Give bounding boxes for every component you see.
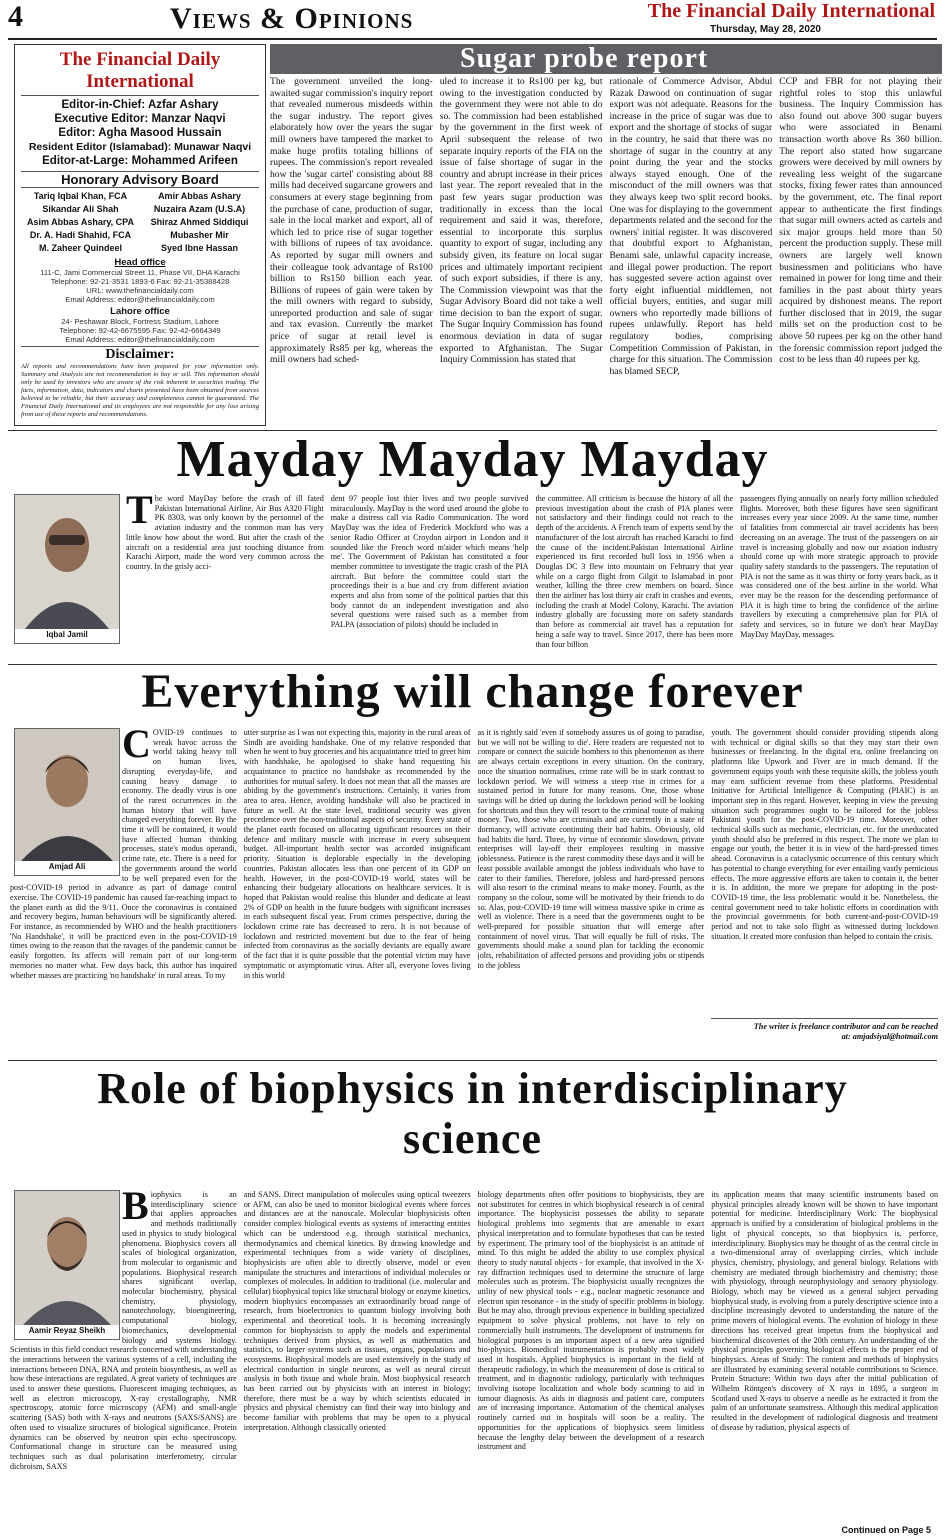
article-column: and SANS. Direct manipulation of molecules using optical tweezers or AFM, can also be used to monitor biological events where forces and distances are at the nanoscale. Molecular biophysicists often consider complex biological events as systems of interacting entities which can be understood e.g. through statistical mechanics, thermodynamics and chemical kinetics. By drawing knowledge and experimental techniques from a wide variety of disciplines, biophysicists are often able to directly observe, model or even manipulate the structures and interactions of individual molecules or complexes of molecules. In addition to traditional (i.e. molecular and cellular) biophysical topics like structural biology or enzyme kinetics, modern biophysics encompasses an extraordinarily broad range of research, from bioelectronics to quantum biology involving both experimental and theoretical tools. It is becoming increasingly common for biophysicists to apply the models and experimental techniques derived from physics, as well as mathematics and statistics, to larger systems such as tissues, organs, populations and ecosystems. Biophysical models are used extensively in the study of electrical conduction in single neurons, as well as neural circuit analysis in both tissue and whole brain. Most biophysical research has been carried out by physicists with an interest in biology; therefore, there must be a way by which scientists educated in physics and physical chemistry can find their way into biology and become familiar with problems that may be open to a physical interpretation. Although classically oriented <box>243 1190 471 1432</box>
article-column <box>126 494 324 662</box>
author-name: Amjad Ali <box>48 862 86 871</box>
continued-note: Continued on Page 5 <box>841 1525 931 1535</box>
article-body <box>10 728 938 1056</box>
page-number: 4 <box>8 0 23 33</box>
article-headline: Everything will change forever <box>141 665 804 718</box>
editorial-body <box>270 76 942 426</box>
article-column: dent 97 people lost thier lives and two people survived miraculously. MayDay is the word used around the globe to make a distress call via Radio Communication. The word MayDay was the idea of Frederick Mockford who was a senior Radio Officer at Croydon airport in London and it sounded like the French word m'aider which means 'help me'. The Government of Pakistan has constituted a four member committee to investigate the tragic crash of the PIA aircraft. But before the committee could start the proceedings their is a hue and cry from different aviation experts and also from some of the political parties that this body cannot do an independent investigation and also several questions were raised such as a member from PALPA (association of pilots) should be included in <box>330 494 529 630</box>
editor-line: Editor-at-Large: Mohammed Arifeen <box>42 155 238 167</box>
masthead-paper-name: The Financial Daily International <box>21 49 259 96</box>
editor-line: Editor-in-Chief: Azfar Ashary <box>61 99 219 111</box>
board-member: Syed Ibne Hassan <box>160 243 239 253</box>
board-member: Tariq Iqbal Khan, FCA <box>33 191 128 201</box>
author-note-line: at: amjadsiyal@hotmail.com <box>841 1031 938 1041</box>
article-column: passengers flying annually on nearly forty million scheduled flights. Moreover, both these figures have seen significant increases every year since 2009. At the same time, number of fatalities from commercial air travel accidents has been decreasing on an average. The trust of the passengers on air travel is increasing globally and now our aviation industry should come up with more strategic approach to provide quality safety standards to the passengers. The reputation of PIA is not the same as it was thirty or forty years back, as it was considered one of the best airline in the world. What ever may be the reason for the descending performance of PIA it is high time to bring the confidence of the airline travellers by executing a comprehensive plan for PIA of safety and services, so in future we don't hear MayDay MayDay MayDay, messages. <box>740 494 938 639</box>
article-body <box>10 1190 938 1524</box>
advisory-board-list <box>21 190 259 255</box>
headline-line: science <box>403 1114 542 1163</box>
article-column <box>10 728 237 1056</box>
author-photo <box>14 494 120 644</box>
article-headline: Mayday Mayday Mayday <box>176 431 769 488</box>
article-body <box>126 494 938 662</box>
lahore-office-line: 24- Peshawar Block, Fortress Stadium, Lahore <box>61 317 219 326</box>
board-member: M. Zaheer Quindeel <box>38 243 123 253</box>
editor-line: Editor: Agha Masood Hussain <box>58 127 222 139</box>
article-column: utter surprise as I was not expecting this, majority in the rural areas of Sindh are avoiding handshake. One of my relative responded that when he went to buy groceries and his acquaintance tried to greet him with handshake, he apologised to shake hand requesting his acquaintance to practice no handshake as recommended by the authorities for mutual safety. It does not mean that all the masses are abiding by the government's instructions. Certainly, it varies from area to area. Hence, avoiding handshake will also be practiced in future as well. At the state level, traditional security was given precedence over the non-traditional aspects of security. Every state of the planet earth focused on allocating significant resources on their defence and military muscle with increase in every subsequent budget. All-important health sector was accorded insignificant priority. Situation is deplorable especially in the developing countries. Pakistan allocates less than one percent of its GDP on health. However, in the post-COVID-19 world, states will be enhancing their budgetary allocations on healthcare services. It is hoped that Pakistan would realise this blunder and dedicate at least 2% of GDP on health in the future budgets with significant increases in each subsequent fiscal year. From crimes perspective, during the lockdown crime rate has decreased to zero. It is not because of lockdown and restricted movement but due to the fear of being infected from coronavirus as the socially deviants are equally aware of the fact that it is quite possible that the potential victim may have symptomatic or asymptomatic virus. After all, everyone loves living in this world <box>243 728 471 980</box>
article-column <box>711 728 938 1056</box>
head-office-line: Telephone: 92-21-3531 1893-6 Fax: 92-21-35388428 <box>50 277 230 286</box>
column-text: youth. The government should consider providing stipends along with technical or digital skills so that they may start their own businesses or freelancing. In the digital era, online freelancing on platforms like Upwork and Fiver are in much demand. If the government equips youth with these requisite skills, the jobless youth may earn sufficient revenue from these platforms. Presidential Initiative for Artificial Intelligence & Computing (PIAIC) is an important step in this regard. However, keeping in view the pressing situation such programmes ought to be tailored for the jobless Pakistani youth for the post-COVID-19 time. Moreover, other technical skills such as mechanic, electrician, etc. for the uneducated youth should also be preferred in this respect. The more we plan to engage our youth, the better it is in view of the hard-pressed times ahead. Coronavirus is a cataclysmic occurrence of this century which has potential to change everything for ever entailing vastly pernicious effects. The more aggressive efforts are taken to contain it, the better it is. In addition, the more we prepare for adopting in the post-COVID-19 time, the less problematic would it be. Nonetheless, the central government need to take holistic efforts in coordination with the provincial governments for both current-and-post-COVID-19 period and not to take solo flight as witnessed during lockdown situation. It created more confusion than helped to contain the crisis. <box>711 728 938 941</box>
paper-name: The Financial Daily International <box>647 0 935 22</box>
article-headline <box>0 1064 945 1164</box>
editorial-banner: Sugar probe report <box>270 44 942 74</box>
author-note-line: The writer is freelance contributor and can be reached <box>753 1022 938 1031</box>
author-name: Aamir Reyaz Sheikh <box>28 1326 106 1335</box>
masthead-box <box>14 44 266 426</box>
column-text: he word MayDay before the crash of ill fated Pakistan International Airline, Air Bus A320 Flight PK 8303, was only known by the personnel of the aviation industry and the common man has very little know how about the word. But after the crash of the aircraft on a residential area just touching distance from Karachi Airport, made the word very common across the country. In the grisly acci- <box>126 494 324 571</box>
column-text: iophysics is an interdisciplinary science that applies approaches and methods traditionally used in physics to study biological phenomena. Biophysics covers all scales of biological organization, from molecular to organismic and populations. Biophysical research shares significant overlap, molecular biochemistry, physical chemistry, physiology, nanotechnology, bioengineering, computational biology, biomechanics, developmental biology and systems biology. Scientists in this field conduct research concerned with understanding the interactions between the various systems of a cell, including the interactions between DNA, RNA and protein biosynthesis, as well as how these interactions are regulated. A great variety of techniques are used to answer these questions. Fluorescent imaging techniques, as well as electron microscopy, X-ray crystallography, NMR spectroscopy, atomic force microscopy (AFM) and small-angle scattering (SAS) both with X-rays and neutrons (SAXS/SANS) are often used to visualize structures of biological significance. Protein dynamics can be observed by neutron spin echo spectroscopy. Conformational change in structure can be measured using techniques such as dual polarisation interferometry, circular dichroism, SAXS <box>10 1190 237 1471</box>
author-portrait <box>15 495 119 629</box>
board-member: Mubasher Mir <box>170 230 229 240</box>
column-text: OVID-19 continues to wreak havoc across the world taking heavy toll on human lives, disrupting everyday-life, and causing heavy damage to economy. The deadly virus is one of the rarest occurrences in the human history that will have changed everything forever. By the time it will be contained, it would have affected human thinking processes, state's modus operandi, crime rate, etc. There is a need for the governments around the world to be well prepared even for the post-COVID-19 period in advance as part of damage control exercise. The COVID-19 pandemic has caused far-reaching impact to the planet earth as did the 9/11. Once the coronavirus is contained and recovery begins, human behaviours will be significantly altered. For instance, as recommended by WHO and the health practitioners 'No Handshake', it will be practiced even in the post-COVID-19 times owing to the reason that the ravages of the pandemic cannot be easily forgotten. Its affects will remain part of our long-term memories no matter what. Few days back, this author has inquired whether masses are practicing 'no handshake' in rural areas. To my <box>10 728 237 980</box>
headline-line: Role of biophysics in interdisciplinary <box>97 1064 848 1113</box>
portrait-image <box>15 495 119 629</box>
disclaimer-title: Disclaimer: <box>21 346 259 363</box>
board-member: Nuzaira Azam (U.S.A) <box>153 204 246 214</box>
photo-spacer <box>10 728 122 880</box>
drop-cap: B <box>122 1190 149 1228</box>
head-office-line: 111-C, Jami Commercial Street 11, Phase VII, DHA Karachi <box>40 268 240 277</box>
drop-cap: C <box>122 728 151 766</box>
board-member: Asim Abbas Ashary, CPA <box>26 217 135 227</box>
author-note <box>711 1018 938 1041</box>
head-office-title: Head office <box>114 257 166 268</box>
disclaimer-text: All reports and recommendations have been prepared for your information only. Summary and Analysis are not recommendation to buy or sell. This information should only be used by investors who are aware of the risk inherent in securities trading. The facts, information, data, indicators and charts presented have been obtained from sources believed to be reliable, but their accuracy and completeness cannot be guaranteed. The Financial Daily International and its employees are not responsible for any loss arising from use of these reports and recommendations. <box>21 363 259 418</box>
lahore-office-line: Telephone: 92-42-6675595 Fax: 92-42-6664349 <box>59 326 221 335</box>
article-column: the committee. All criticism is because the history of all the previous investigation about the crash of PIA planes were not satisfactory and their findings could not reach to the depth of the accidents. A French team of experts send by the manufacturer of the lost aircraft has reached Karachi to find the cause of the incident.Pakistan International Airline experienced its first recorded hull loss in 1956 when a Douglas DC 3 flew into mountain on February that year while on a cargo flight from Gilgit to Islamabad in poor weather, killing the three crew members on board. Since then the airliner has lost thirty air craft in crashes and events, including the crash at Model Colony, Karachi. The aviation industry globally are focussing more on safety standards than before as commercial air travel has a reputation for being a safe way to travel. Since 2017, there has been more than four billion <box>535 494 734 649</box>
article-column: as it is rightly said 'even if somebody assures us of going to paradise, but we will not be willing to die'. Here readers are requested not to compare or connect the suicide bombers to this phenomenon as there are always certain exceptions in every situation. On the contrary, once the situation normalises, crime rate will be in stark contrast to lockdown period. We will witness a steep rise in crimes for a sustained period in future for many reasons. One, those whose savings will be dried up during the lockdown period will be looking for shortcuts and thus they will resort to the criminal route of making money. Two, those who are criminals and are currently in a state of dormancy, will activate continuing their bad habits. Obviously, old bad habits die hard. Three, by virtue of economic slowdown, private enterprises will lay-off their employees resulting in massive joblessness. Patience is the rarest commodity these days and it will be least possible available amongst the jobless individuals who have to cater to their families. Therefore, jobless and hard-pressed persons will also resort to the criminal means to make money. Fourth, as the company so the colour, some will be motivated by their friends to do so. Alas, post-COVID-19 time will witness massive spike in crime as well as violence. There is a need that the governments ought to be well-prepared for possible situation that will emerge after containment of novel virus. That will equally be full of risks. The governments should make a sound plan for tackling the economic jolts, rehabilitation of affected persons and providing jobs or stipends to the jobless <box>477 728 705 970</box>
photo-spacer <box>10 1190 122 1342</box>
article-column <box>10 1190 237 1524</box>
editor-line: Executive Editor: Manzar Naqvi <box>54 113 226 125</box>
article-column: its application means that many scientific instruments based on physical principles already known will be shown to have important potential for medicine. Interdisciplinary Work: The biophysical approach is unified by a consideration of biological problems in the light of physical concepts, so that biophysics is, perforce, interdisciplinary. Biophysics may be thought of as the central circle in a two-dimensional array of overlapping circles, which include physics, chemistry, physiology, and general biology. Relations with chemistry are mediated through biochemistry and chemistry; those with physiology, through neurophysiology and sensory physiology. Biology, which may be viewed as a general subject pervading biophysical study, is evolving from a purely descriptive science into a discipline increasingly devoted to understanding the nature of the prime movers of biological events. The evolution of biology in these directions has received great impetus from the biophysical and biochemical discoveries of the 20th century. An understanding of the physical principles governing biological effects is the proper end of biophysics. Areas of Study: The content and methods of biophysics are illustrated by examining several notable contributions to Science. Protein Structure: Within two days after the initial publication of Wilhelm Röntgen's discovery of X rays in 1895, a surgeon in Scotland used X-rays to observe a needle as he extracted it from the palm of an unfortunate seamstress. Although this medical application resulted in the development of radiological diagnosis and treatment of disease by radiation, physical aspects of <box>711 1190 938 1432</box>
board-member: Amir Abbas Ashary <box>158 191 241 201</box>
board-member: Sikandar Ali Shah <box>42 204 119 214</box>
article-column: The government unveiled the long-awaited sugar commission's inquiry report that revealed numerous misdeeds within the sugar industry. The report gives elaborately how over the years the sugar mill owners have tampered the market to make huge profits totaling billions of rupees. The commission's report revealed how the 'sugar cartel' consisting about 88 mills had deceived sugarcane growers and consumers at every stage beginning from the purchase of cane, production of sugar, sale in the local market and export, all of which led to price rise of sugar together with billions of rupees of tax avoidance. As reported by sugar mill owners and their colleague took advantage of Rs100 billion to Rs150 billion each year. Billions of rupees of gain were taken by the mill owners with regard to subsidy, unreported production and sale of sugar and tax evasion. Currently the market price of sugar at retail level is approximately Rs85 per kg, whereas the mill owners had sched- <box>270 76 433 366</box>
section-title: Views & Opinions <box>170 2 414 35</box>
board-member: Shiraz Ahmed Siddiqui <box>150 217 249 227</box>
drop-cap: T <box>126 494 153 532</box>
editor-line: Resident Editor (Islamabad): Munawar Naqvi <box>28 141 252 153</box>
article-column: uled to increase it to Rs100 per kg, but owing to the investigation conducted by the government they were not able to do so. The commission had been established by the government in the first week of April subsequent the release of two separate inquiry reports of the FIA on the issue of false shortage of sugar in the country and abrupt increase in their prices last year. The report revealed that in the past few years sugar production was traditionally in excess than the local requirement and said it was, therefore, essential to incorporate this surplus quantity to export of sugar, including any subsidy given, its feature on local sugar prices and ultimately important recipient of such export subsidies, if there is any. The Commission viewpoint was that the Sugar Advisory Board did not take a well time decision to ban the export of sugar. The Sugar Inquiry Commission has found enormous deviation in data of sugar exported to Afghanistan. The Sugar Inquiry Commission has stated that <box>439 76 603 366</box>
head-office-line: Email Address: editor@thefinancialdaily.com <box>65 295 215 304</box>
author-name: Iqbal Jamil <box>46 630 88 639</box>
header-rule <box>8 38 937 40</box>
article-column: CCP and FBR for not playing their rightful roles to stop this unlawful business. The Inquiry Commission has also found out above 300 sugar buyers who were associated in Benami transaction worth above Rs 360 billion. The report also stated how sugarcane growers were deceived by mill owners by revealing less weight of the sugarcane stocks, fixing fewer rates than announced by the government, etc. The final report appear to authenticate the first findings that sugar mill owners acted as cartels and six major groups held more than 50 percent the production supply. These mill owners are largely well known businessmen and politicians who have remained in power for long time and their families in the past about thirty years acquired by dishonest means. The report further disclosed that in 2019, the sugar mills set on the production cost to be above 50 rupees per kg on the other hand the forensic commission report judged the cost to be less than 40 rupees per kg. <box>779 76 942 366</box>
issue-date: Thursday, May 28, 2020 <box>710 24 821 35</box>
lahore-office-title: Lahore office <box>110 306 170 317</box>
article-column: biology departments often offer positions to biophysicists, they are not substitutes for centres in which biophysical research is of central importance. The biophysicist possesses the ability to separate biological problems into segments that are amenable to exact physical interpretation and to formulate hypotheses that can be tested by experiment. The primary tool of the biophysicist is an attitude of mind. To this might be added the ability to use complex physical theory to study natural objects - for example, that involved in the X-ray diffraction techniques used to determine the structure of large molecules such as proteins. The biophysicist usually recognizes the utility of new physical tools - e.g., nuclear magnetic resonance and electron spin resonance - in the study of specific problems in biology. But he may also, through previous experience in building specialized equipment to solve physical problems, not have to rely on commercially built instruments. The development of instruments for biological purposes is an important aspect of a new area signified bio-physics. Biomedical instrumentation is probably most widely used in hospitals. Applied biophysics is important in the field of therapeutic radiology, in which the measurement of dose is critical to treatment, and in diagnostic radiology, particularly with techniques involving isotope localization and whole body scanning to aid in tumour diagnosis. As aids in diagnosis and patient care, computers are of increasing importance. Automation of the chemical analyses routinely carried out in hospitals will soon be a reality. The opportunities for the applications of biophysics seem limitless because the lengthy delay between the development of a research instrument and <box>477 1190 705 1452</box>
lahore-office-line: Email Address: editor@thefinancialdaily.com <box>65 335 215 344</box>
board-member: Dr. A. Hadi Shahid, FCA <box>29 230 132 240</box>
section-divider <box>8 1060 937 1061</box>
editor-list <box>21 98 259 168</box>
article-column: rationale of Commerce Advisor, Abdul Razak Dawood on continuation of sugar export was not adequate. Reasons for the increase in the price of sugar was due to export and the shortage of stocks of sugar in the country, he said that there was no shortage of sugar in the country at any point during the year and the stocks always stayed enough. One of the misconduct of the mill owners was that they always keep two split record books. One was for displaying to the government departments related and the second for the owners' initial register. It was discovered that doubtful export to Afghanistan, Benami sale, unlawful capacity increase, and illegal power production. The report has suggested severe action against over forty eight influential middlemen, not official buyers, entities, and sugar mill owners who reportedly made billions of rupees unlawfully. Report has held regulatory bodies, comprising Competition Commission of Pakistan, in charge for this situation. The Commission has blamed SECP, <box>609 76 773 377</box>
advisory-board-title: Honorary Advisory Board <box>21 171 259 188</box>
head-office-line: URL: www.thefinancialdaily.com <box>86 286 194 295</box>
